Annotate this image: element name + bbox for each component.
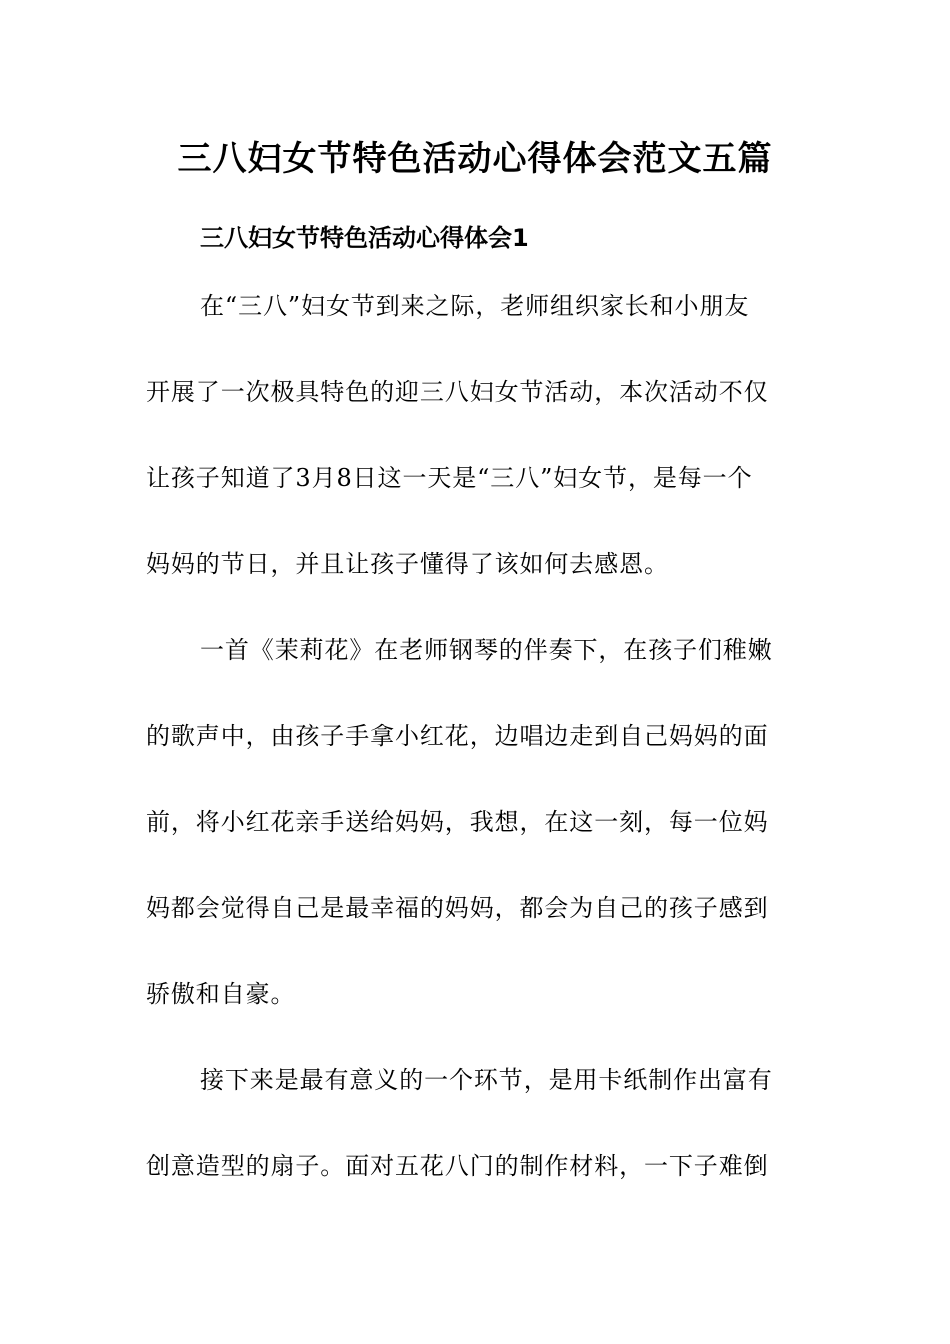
text-line: 在“三八”妇女节到来之际，老师组织家长和小朋友 <box>200 292 750 320</box>
text-line: 的歌声中，由孩子手拿小红花，边唱边走到自己妈妈的面 <box>146 722 769 750</box>
text-line: 妈妈的节日，并且让孩子懂得了该如何去感恩。 <box>146 550 669 578</box>
text-line: 前，将小红花亲手送给妈妈，我想，在这一刻，每一位妈 <box>146 808 769 836</box>
text-line: 骄傲和自豪。 <box>146 980 296 1008</box>
text-line: 开展了一次极具特色的迎三八妇女节活动，本次活动不仅 <box>146 378 769 406</box>
text-line: 妈都会觉得自己是最幸福的妈妈，都会为自己的孩子感到 <box>146 894 769 922</box>
text-line: 让孩子知道了3月8日这一天是“三八”妇女节，是每一个 <box>146 464 753 492</box>
text-line: 创意造型的扇子。面对五花八门的制作材料，一下子难倒 <box>146 1152 769 1180</box>
text-line: 接下来是最有意义的一个环节，是用卡纸制作出富有 <box>200 1066 773 1094</box>
section-heading: 三八妇女节特色活动心得体会1 <box>200 224 529 252</box>
document-title: 三八妇女节特色活动心得体会范文五篇 <box>177 139 773 179</box>
text-line: 一首《茉莉花》在老师钢琴的伴奏下，在孩子们稚嫩 <box>200 636 773 664</box>
